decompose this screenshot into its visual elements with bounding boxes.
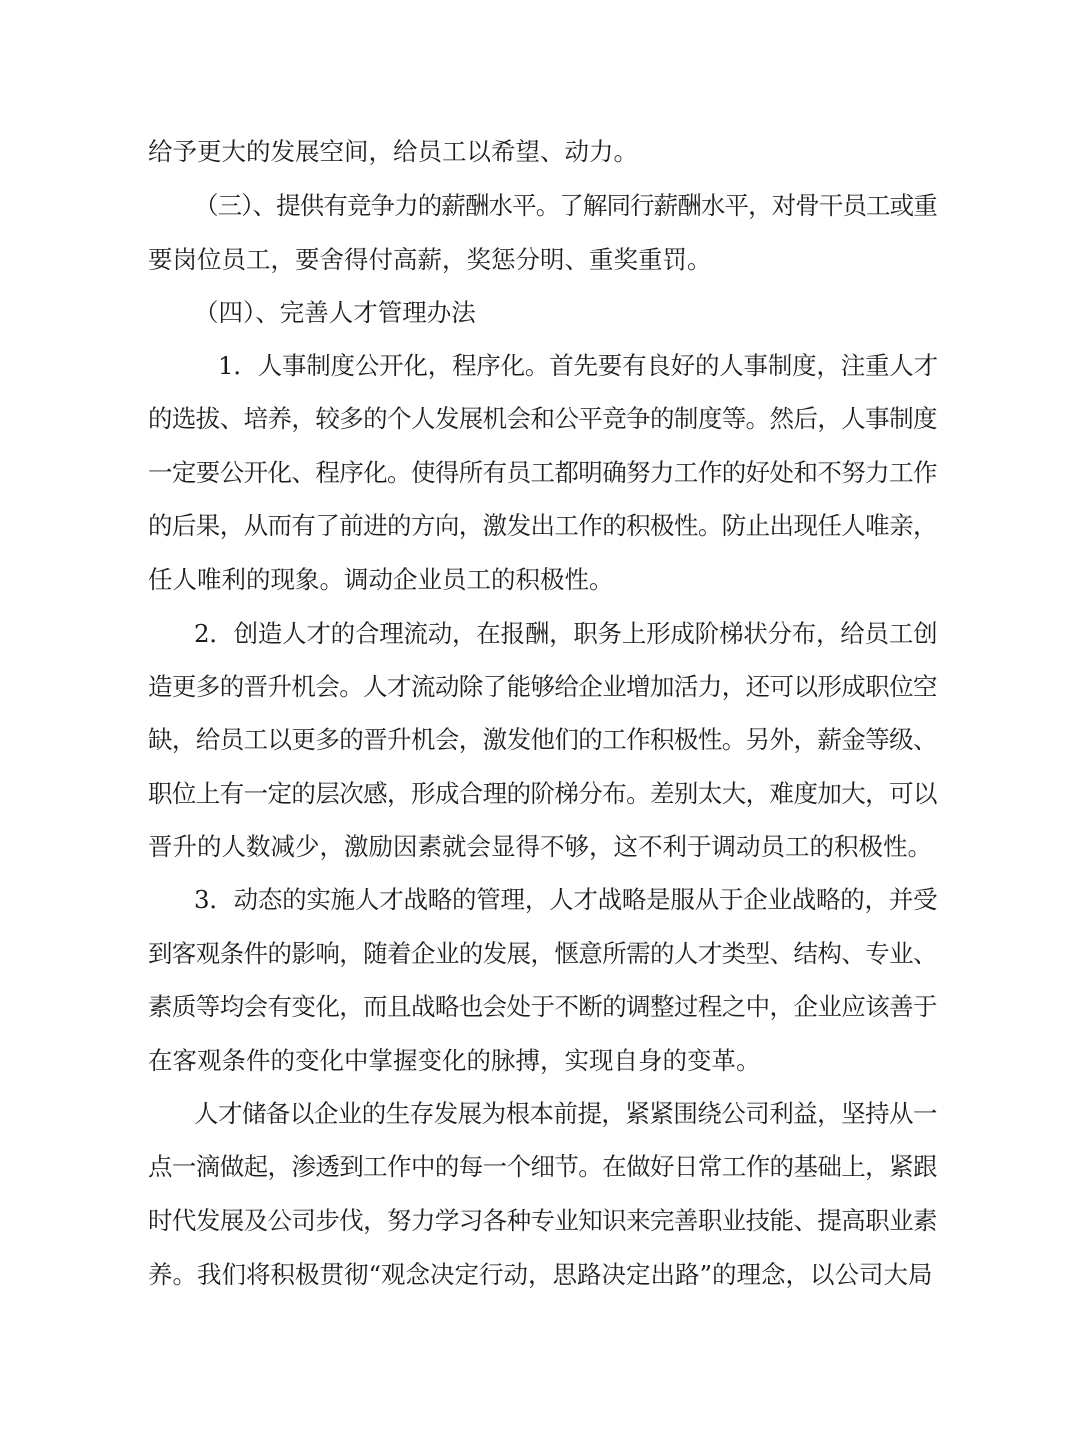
text-line: 到客观条件的影响，随着企业的发展，惬意所需的人才类型、结构、专业、 — [148, 939, 937, 968]
text-line: 点一滴做起，渗透到工作中的每一个细节。在做好日常工作的基础上，紧跟 — [148, 1152, 937, 1181]
text-line: 的后果，从而有了前进的方向，激发出工作的积极性。防止出现任人唯亲， — [148, 511, 937, 540]
text-line: 时代发展及公司步伐，努力学习各种专业知识来完善职业技能、提高职业素 — [148, 1206, 937, 1235]
text-line: 给予更大的发展空间，给员工以希望、动力。 — [148, 137, 638, 166]
text-line: 养。我们将积极贯彻“观念决定行动，思路决定出路”的理念，以公司大局 — [148, 1260, 933, 1289]
text-line: 晋升的人数减少，激励因素就会显得不够，这不利于调动员工的积极性。 — [148, 832, 932, 861]
text-line: 缺，给员工以更多的晋升机会，激发他们的工作积极性。另外，薪金等级、 — [148, 725, 937, 754]
text-line: 素质等均会有变化，而且战略也会处于不断的调整过程之中，企业应该善于 — [148, 992, 937, 1021]
list-item-2: 2．创造人才的合理流动，在报酬，职务上形成阶梯状分布，给员工创 — [194, 619, 938, 648]
list-item-3: 3．动态的实施人才战略的管理，人才战略是服从于企业战略的，并受 — [194, 885, 938, 914]
paragraph-start: 人才储备以企业的生存发展为根本前提，紧紧围绕公司利益，坚持从一 — [194, 1099, 937, 1128]
text-line: 的选拔、培养，较多的个人发展机会和公平竞争的制度等。然后，人事制度 — [148, 404, 937, 433]
text-line: 要岗位员工，要舍得付高薪，奖惩分明、重奖重罚。 — [148, 245, 712, 274]
list-item-1: 1．人事制度公开化，程序化。首先要有良好的人事制度，注重人才 — [218, 351, 938, 380]
text-line: 一定要公开化、程序化。使得所有员工都明确努力工作的好处和不努力工作 — [148, 458, 937, 487]
paragraph-heading-4: （四）、完善人才管理办法 — [194, 298, 476, 327]
text-line: 职位上有一定的层次感，形成合理的阶梯分布。差别太大，难度加大，可以 — [148, 779, 937, 808]
text-line: 任人唯利的现象。调动企业员工的积极性。 — [148, 565, 614, 594]
paragraph-heading-3: （三）、提供有竞争力的薪酬水平。了解同行薪酬水平，对骨干员工或重 — [194, 191, 937, 220]
text-line: 造更多的晋升机会。人才流动除了能够给企业增加活力，还可以形成职位空 — [148, 672, 937, 701]
text-line: 在客观条件的变化中掌握变化的脉搏，实现自身的变革。 — [148, 1046, 761, 1075]
